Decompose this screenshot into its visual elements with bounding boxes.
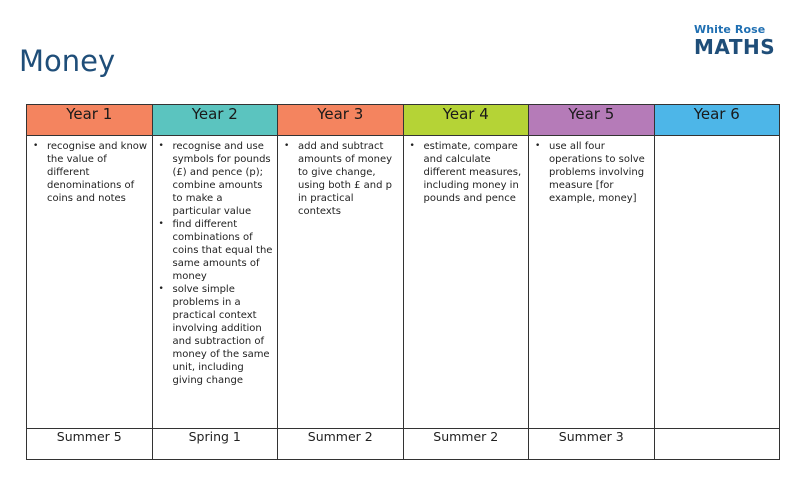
- year-1-term: Summer 5: [27, 429, 153, 460]
- header-row: [27, 105, 780, 136]
- year-2-term: Spring 1: [152, 429, 278, 460]
- year-3-objectives: [278, 136, 404, 429]
- year-5-objectives: [529, 136, 655, 429]
- objective-item: • recognise and use symbols for pounds (£) and pence (p); combine amounts to make a particular value: [173, 140, 274, 218]
- objective-item: • solve simple problems in a practical context involving addition and subtraction of money of the same unit, including giving change: [173, 283, 274, 387]
- objective-item: • estimate, compare and calculate different measures, including money in pounds and pence: [424, 140, 525, 205]
- year-5-term: Summer 3: [529, 429, 655, 460]
- year-3-header: Year 3: [278, 105, 404, 136]
- objectives-row: [27, 136, 780, 429]
- term-row: [27, 429, 780, 460]
- year-1-objectives: [27, 136, 153, 429]
- objective-item: • use all four operations to solve problems involving measure [for example, money]: [549, 140, 650, 205]
- year-6-objectives: [654, 136, 780, 429]
- year-2-objectives: [152, 136, 278, 429]
- year-4-header: Year 4: [403, 105, 529, 136]
- year-6-header: Year 6: [654, 105, 780, 136]
- logo-main-text: MATHS: [694, 35, 776, 59]
- logo-top-text: White Rose: [694, 23, 766, 36]
- objective-item: • find different combinations of coins that equal the same amounts of money: [173, 218, 274, 283]
- objective-item: • add and subtract amounts of money to give change, using both £ and p in practical contexts: [298, 140, 399, 218]
- page-title: Money: [19, 44, 116, 78]
- year-5-header: Year 5: [529, 105, 655, 136]
- year-4-term: Summer 2: [403, 429, 529, 460]
- white-rose-maths-logo: [694, 23, 784, 63]
- objective-item: • recognise and know the value of different denominations of coins and notes: [47, 140, 148, 205]
- curriculum-table: [26, 104, 780, 460]
- year-2-header: Year 2: [152, 105, 278, 136]
- year-4-objectives: [403, 136, 529, 429]
- year-3-term: Summer 2: [278, 429, 404, 460]
- year-1-header: Year 1: [27, 105, 153, 136]
- year-6-term: [654, 429, 780, 460]
